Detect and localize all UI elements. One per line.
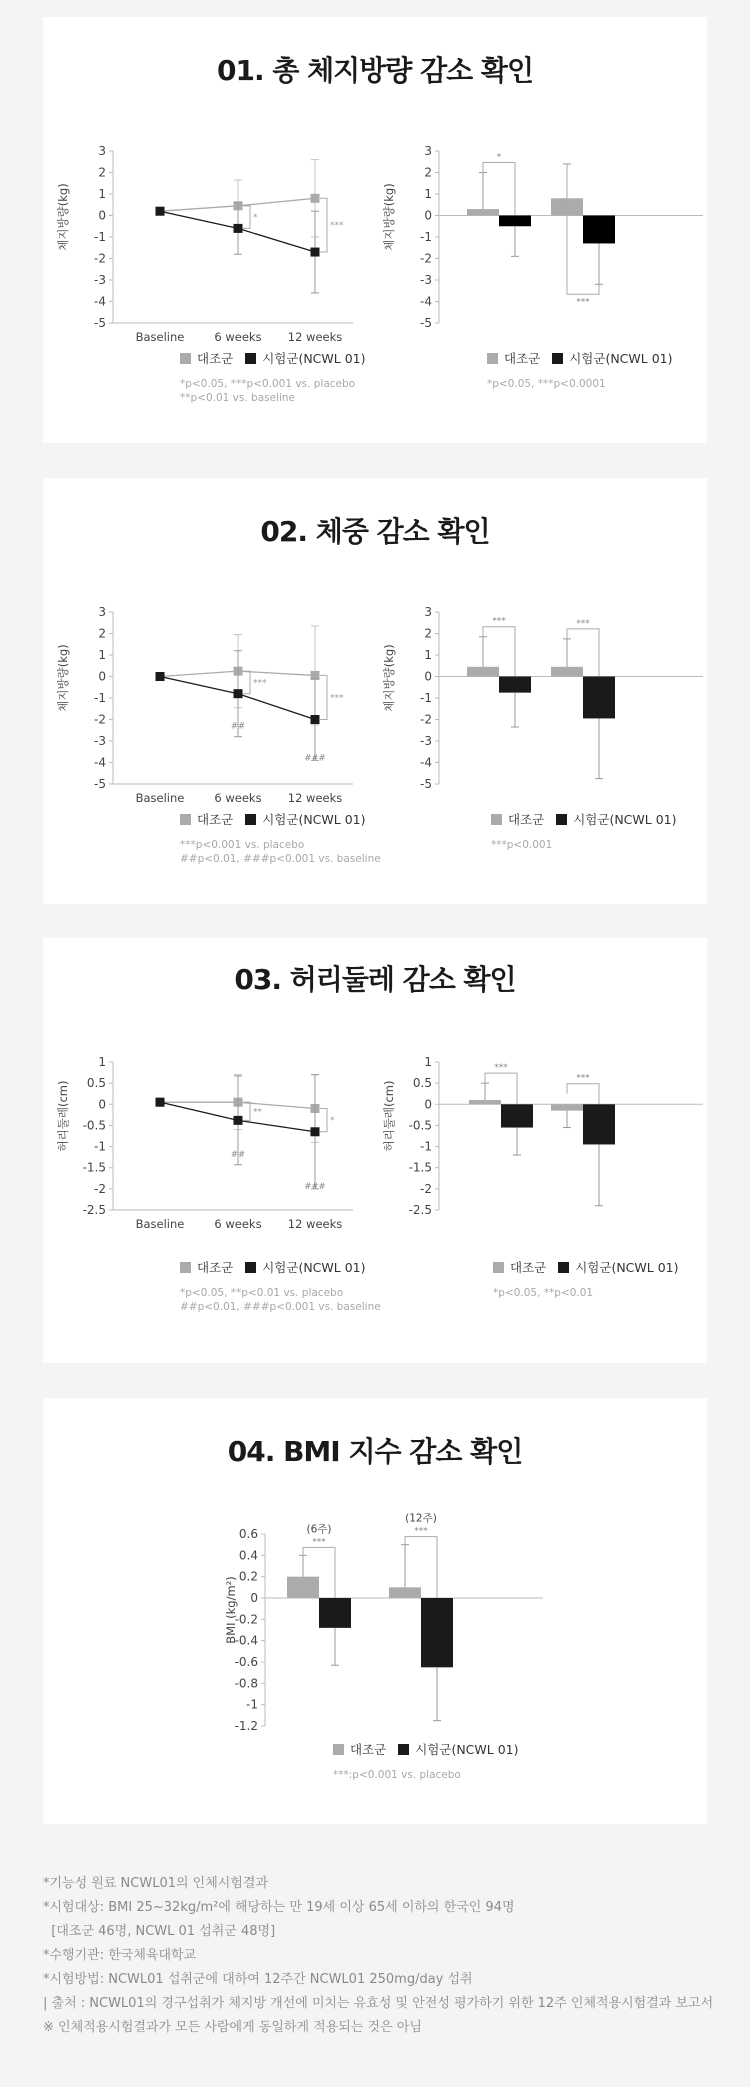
y-tick-label: 2 — [424, 626, 432, 641]
baseline-mark: ## — [230, 1149, 246, 1160]
data-point — [156, 1098, 165, 1107]
significance-bracket — [243, 1102, 250, 1120]
y-tick-label: 1 — [424, 1055, 432, 1069]
section-title: 02. 체중 감소 확인 — [260, 515, 490, 548]
baseline-mark: ### — [304, 753, 326, 764]
data-point — [234, 224, 243, 233]
bar — [467, 209, 499, 215]
significance-note: ***p<0.001 — [491, 839, 553, 851]
data-point — [311, 248, 320, 257]
significance-bracket — [320, 1109, 327, 1132]
y-tick-label: -2.5 — [408, 1203, 432, 1217]
y-tick-label: -5 — [94, 777, 106, 791]
y-axis-label: 체지방량(kg) — [382, 183, 396, 251]
section-title: 04. BMI 지수 감소 확인 — [227, 1435, 523, 1468]
footer-line: *시험대상: BMI 25~32kg/m²에 해당하는 만 19세 이상 65세 이하의 한국인 94명 — [43, 1900, 515, 1915]
y-tick-label: -3 — [94, 734, 106, 748]
y-tick-label: 0 — [424, 208, 432, 223]
y-tick-label: 0.5 — [86, 1076, 106, 1091]
significance-label: *** — [576, 297, 590, 308]
footer-line: | 출처 : NCWL01의 경구섭취가 체지방 개선에 미치는 유효성 및 안전성 평가하기 위한 12주 인체적용시험결과 보고서 — [43, 1996, 714, 2011]
y-axis-label: 허리둘레(cm) — [56, 1080, 70, 1152]
legend-label: 대조군 — [197, 812, 234, 827]
y-axis-label: 체지방량(kg) — [56, 183, 70, 251]
legend-label: 대조군 — [504, 351, 541, 366]
y-tick-label: -2 — [94, 712, 106, 727]
legend-swatch-test — [245, 814, 256, 825]
legend — [333, 1740, 519, 1758]
data-point — [156, 207, 165, 216]
y-tick-label: -1.2 — [234, 1719, 258, 1733]
bar — [499, 677, 531, 693]
y-tick-label: 0.2 — [238, 1569, 258, 1584]
legend-label: 대조군 — [197, 351, 234, 366]
significance-bracket — [320, 198, 327, 252]
significance-note: *p<0.05, **p<0.01 vs. placebo ##p<0.01, ###p<0.001 vs. baseline — [180, 1287, 381, 1313]
legend — [493, 1258, 679, 1276]
bar — [319, 1598, 351, 1628]
y-tick-label: -1 — [420, 691, 432, 705]
y-tick-label: -3 — [420, 273, 432, 287]
legend-swatch-test — [558, 1262, 569, 1273]
data-point — [311, 1127, 320, 1136]
x-tick-label: Baseline — [135, 1217, 185, 1231]
significance-bracket — [485, 1073, 517, 1104]
significance-label: *** — [494, 1063, 508, 1074]
x-tick-label: 12 weeks — [287, 330, 343, 344]
y-tick-label: -1 — [94, 1139, 106, 1154]
y-tick-label: 0 — [250, 1591, 258, 1605]
y-tick-label: 3 — [98, 605, 106, 619]
footer-line: [대조군 46명, NCWL 01 섭취군 48명] — [43, 1924, 276, 1939]
significance-note: *p<0.05, **p<0.01 — [493, 1287, 594, 1299]
legend-label: 시험군(NCWL 01) — [573, 812, 677, 827]
y-tick-label: -0.4 — [234, 1633, 258, 1648]
y-tick-label: 3 — [424, 605, 432, 619]
period-label: (6주) — [306, 1523, 332, 1536]
data-point — [311, 194, 320, 203]
y-tick-label: -1 — [94, 691, 106, 705]
y-tick-label: 1 — [424, 648, 432, 662]
significance-label: * — [253, 213, 258, 224]
legend-label: 시험군(NCWL 01) — [569, 351, 673, 366]
legend — [180, 810, 366, 828]
footer-line: ※ 인체적용시험결과가 모든 사람에게 동일하게 적용되는 것은 아님 — [43, 2020, 422, 2035]
legend-swatch-test — [556, 814, 567, 825]
y-tick-label: -4 — [420, 755, 432, 770]
significance-label: * — [330, 1116, 335, 1127]
significance-label: *** — [492, 616, 506, 627]
legend-swatch-test — [245, 353, 256, 364]
y-tick-label: -1 — [420, 1139, 432, 1154]
y-tick-label: -0.2 — [234, 1612, 258, 1627]
y-tick-label: -0.5 — [408, 1118, 432, 1133]
legend-swatch-test — [398, 1744, 409, 1755]
y-tick-label: 0 — [98, 1097, 106, 1112]
x-tick-label: 12 weeks — [287, 1217, 343, 1231]
y-tick-label: -1 — [246, 1697, 258, 1712]
y-tick-label: -1.5 — [82, 1160, 106, 1175]
y-tick-label: -4 — [94, 755, 106, 770]
significance-label: *** — [312, 1537, 326, 1548]
y-tick-label: -3 — [420, 734, 432, 748]
legend — [180, 349, 366, 367]
chart-waist-bar — [373, 1028, 707, 1268]
bar — [469, 1100, 501, 1104]
x-tick-label: 12 weeks — [287, 791, 343, 805]
bar — [583, 216, 615, 244]
x-tick-label: 6 weeks — [214, 1217, 262, 1231]
y-tick-label: -4 — [94, 294, 106, 309]
section-card-2 — [43, 478, 707, 904]
significance-note: *p<0.05, ***p<0.0001 — [487, 378, 606, 390]
chart-bmi-bar — [223, 1498, 543, 1748]
legend-swatch-control — [493, 1262, 504, 1273]
significance-label: *** — [330, 221, 344, 232]
chart-fat-bar — [373, 117, 707, 357]
significance-note: *p<0.05, ***p<0.001 vs. placebo **p<0.01 vs. baseline — [180, 378, 356, 404]
significance-bracket — [243, 671, 250, 694]
legend-swatch-control — [180, 353, 191, 364]
bar — [551, 667, 583, 677]
legend-label: 시험군(NCWL 01) — [262, 1260, 366, 1275]
bar — [583, 1104, 615, 1144]
legend-label: 대조군 — [350, 1742, 387, 1757]
data-point — [234, 1116, 243, 1125]
significance-label: ** — [253, 1107, 262, 1118]
bar — [389, 1587, 421, 1598]
bar — [421, 1598, 453, 1667]
bar — [501, 1104, 533, 1127]
significance-bracket — [243, 206, 250, 229]
legend-swatch-test — [245, 1262, 256, 1273]
y-tick-label: 2 — [98, 626, 106, 641]
legend-label: 대조군 — [510, 1260, 547, 1275]
y-tick-label: -2 — [420, 712, 432, 727]
legend-swatch-control — [333, 1744, 344, 1755]
x-tick-label: 6 weeks — [214, 791, 262, 805]
data-point — [234, 689, 243, 698]
y-tick-label: -3 — [94, 273, 106, 287]
legend — [491, 810, 677, 828]
y-tick-label: 0.5 — [412, 1076, 432, 1091]
baseline-mark: ## — [230, 721, 246, 732]
bar — [583, 677, 615, 719]
y-tick-label: 3 — [424, 144, 432, 158]
significance-label: *** — [253, 678, 267, 689]
y-tick-label: -2 — [94, 251, 106, 266]
bar — [551, 1104, 583, 1110]
y-tick-label: 1 — [98, 187, 106, 201]
significance-bracket — [567, 1084, 599, 1105]
x-tick-label: Baseline — [135, 330, 185, 344]
section-title: 01. 총 체지방량 감소 확인 — [216, 54, 534, 87]
y-tick-label: -4 — [420, 294, 432, 309]
x-tick-label: 6 weeks — [214, 330, 262, 344]
y-axis-label: BMI (kg/m²) — [224, 1576, 238, 1644]
period-label: (12주) — [405, 1512, 437, 1525]
significance-label: *** — [330, 693, 344, 704]
legend-swatch-test — [552, 353, 563, 364]
footer-line: *시험방법: NCWL01 섭취군에 대하여 12주간 NCWL01 250mg/day 섭취 — [43, 1972, 473, 1987]
footer-line: *기능성 원료 NCWL01의 인체시험결과 — [43, 1876, 269, 1891]
legend-swatch-control — [487, 353, 498, 364]
legend-label: 시험군(NCWL 01) — [262, 351, 366, 366]
data-point — [156, 672, 165, 681]
y-tick-label: -2.5 — [82, 1203, 106, 1217]
bar — [499, 216, 531, 227]
legend-label: 시험군(NCWL 01) — [262, 812, 366, 827]
legend-swatch-control — [180, 1262, 191, 1273]
y-tick-label: 1 — [424, 187, 432, 201]
y-tick-label: 0 — [98, 208, 106, 223]
y-tick-label: -1 — [94, 230, 106, 244]
significance-note: ***p<0.001 vs. placebo ##p<0.01, ###p<0.001 vs. baseline — [180, 839, 381, 865]
section-title: 03. 허리둘레 감소 확인 — [234, 963, 516, 996]
legend-swatch-control — [491, 814, 502, 825]
section-card-4 — [43, 1398, 707, 1824]
y-axis-label: 체지방량(kg) — [56, 644, 70, 712]
y-tick-label: -5 — [420, 777, 432, 791]
footer-line: *수행기관: 한국체육대학교 — [43, 1948, 197, 1963]
y-tick-label: -0.6 — [234, 1655, 258, 1669]
y-tick-label: -2 — [94, 1181, 106, 1196]
y-axis-label: 허리둘레(cm) — [382, 1080, 396, 1152]
legend — [487, 349, 673, 367]
chart-weight-line — [43, 578, 373, 818]
bar — [287, 1577, 319, 1598]
section-card-3 — [43, 938, 707, 1363]
significance-bracket — [483, 163, 515, 216]
legend-label: 시험군(NCWL 01) — [415, 1742, 519, 1757]
chart-weight-bar — [373, 578, 707, 818]
y-tick-label: -0.8 — [234, 1676, 258, 1691]
legend-label: 대조군 — [197, 1260, 234, 1275]
y-tick-label: 0 — [424, 1097, 432, 1112]
y-tick-label: -2 — [420, 1181, 432, 1196]
legend-swatch-control — [180, 814, 191, 825]
legend-label: 대조군 — [508, 812, 545, 827]
y-tick-label: -2 — [420, 251, 432, 266]
y-tick-label: 0.6 — [238, 1527, 258, 1541]
y-tick-label: 2 — [424, 165, 432, 180]
y-axis-label: 체지방량(kg) — [382, 644, 396, 712]
y-tick-label: 3 — [98, 144, 106, 158]
y-tick-label: 0 — [424, 669, 432, 684]
y-tick-label: -5 — [94, 316, 106, 330]
y-tick-label: 1 — [98, 1055, 106, 1069]
significance-label: *** — [576, 1073, 590, 1084]
significance-label: *** — [414, 1526, 428, 1537]
y-tick-label: 0 — [98, 669, 106, 684]
bar — [467, 667, 499, 677]
chart-fat-line — [43, 117, 373, 357]
y-tick-label: 2 — [98, 165, 106, 180]
y-tick-label: -1.5 — [408, 1160, 432, 1175]
chart-waist-line — [43, 1028, 373, 1268]
y-tick-label: 0.4 — [238, 1548, 258, 1563]
y-tick-label: -5 — [420, 316, 432, 330]
data-point — [311, 715, 320, 724]
y-tick-label: -1 — [420, 230, 432, 244]
section-card-1 — [43, 17, 707, 443]
legend — [180, 1258, 366, 1276]
significance-note: ***:p<0.001 vs. placebo — [333, 1769, 461, 1781]
significance-label: * — [496, 152, 502, 163]
y-tick-label: 1 — [98, 648, 106, 662]
y-tick-label: -0.5 — [82, 1118, 106, 1133]
significance-label: *** — [576, 618, 590, 629]
legend-label: 시험군(NCWL 01) — [575, 1260, 679, 1275]
x-tick-label: Baseline — [135, 791, 185, 805]
significance-bracket — [320, 675, 327, 719]
footer-notes — [43, 1872, 713, 2040]
baseline-mark: ### — [304, 1181, 326, 1192]
